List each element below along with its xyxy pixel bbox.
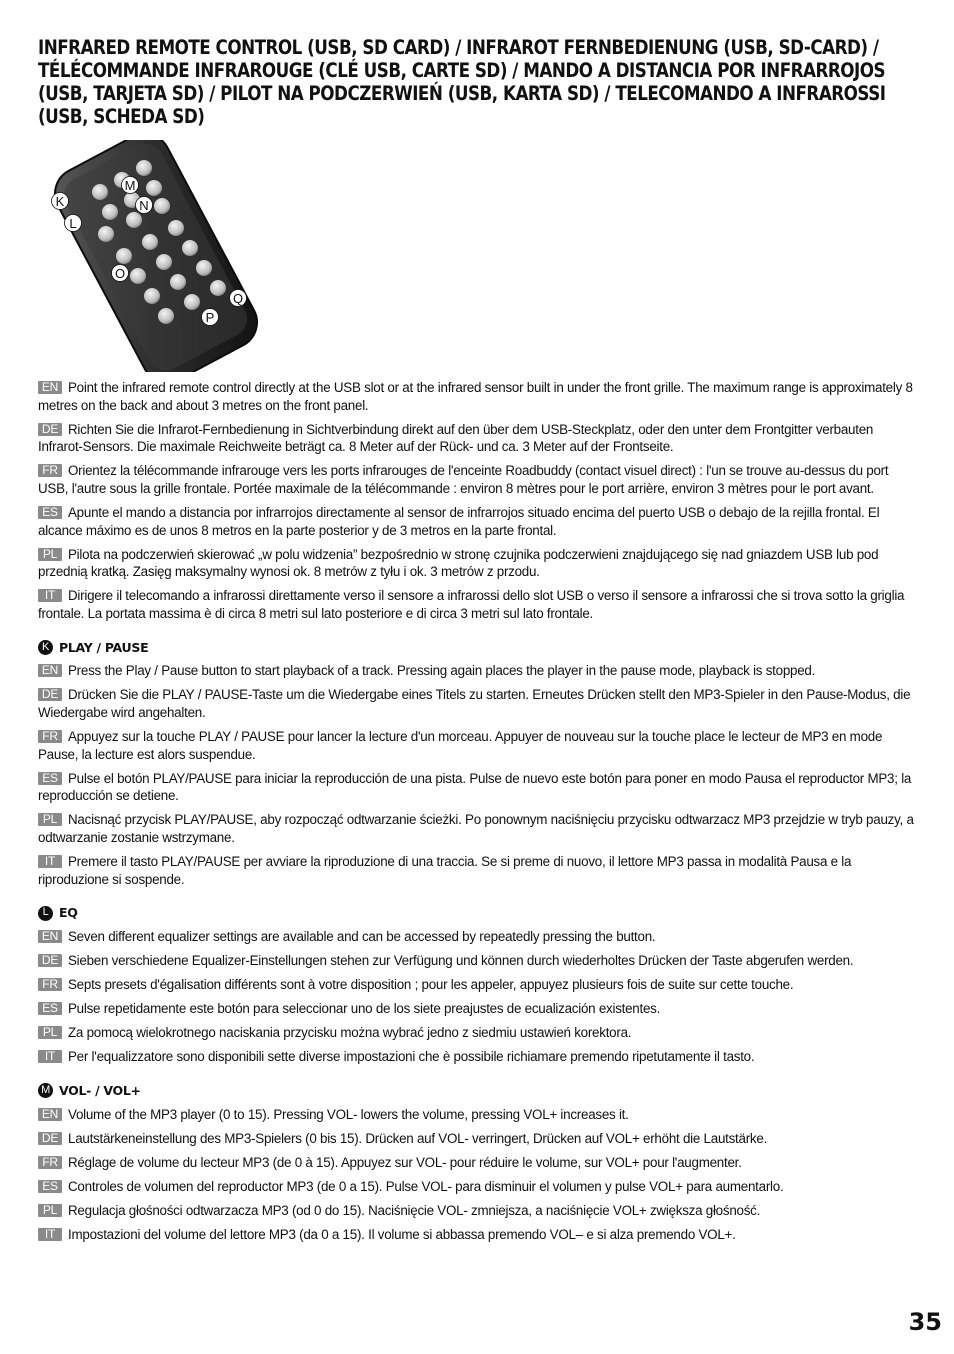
content-body [38, 379, 918, 1250]
lang-tag: ES [38, 506, 62, 519]
paragraph-de: DE Lautstärkeneinstellung des MP3-Spielers (0 bis 15). Drücken auf VOL- verringert, Drücken auf VOL+ erhöht die Lautstärke. [38, 1130, 918, 1148]
callout-m: M [124, 178, 136, 193]
page-number: 35 [908, 1308, 942, 1336]
paragraph-it: IT Impostazioni del volume del lettore MP3 (da 0 a 15). Il volume si abbassa premendo VOL– e si alza premendo VOL+. [38, 1226, 918, 1244]
lang-tag: IT [38, 1050, 62, 1063]
lang-tag: ES [38, 1002, 62, 1015]
callout-p: P [205, 310, 215, 325]
remote-control-image [38, 140, 268, 372]
section-heading: K PLAY / PAUSE [38, 639, 918, 657]
callout-l: L [69, 216, 77, 231]
section-heading: M VOL- / VOL+ [38, 1082, 918, 1100]
lang-tag: EN [38, 664, 62, 677]
section-letter-badge: M [38, 1083, 53, 1098]
section-play-pause [38, 639, 918, 889]
lang-tag: IT [38, 589, 62, 602]
intro-it: IT Dirigere il telecomando a infrarossi direttamente verso il sensore a infrarossi dello slot USB o verso il sensore a infrarossi che si trova sotto la griglia frontale. La portata massima è di circa 8 metri sul lato posteriore e di circa 3 metri sul lato frontale. [38, 588, 905, 622]
section-letter-badge: K [38, 640, 53, 655]
intro-block [38, 379, 918, 623]
lang-tag: ES [38, 772, 62, 785]
callout-q: Q [232, 291, 244, 306]
page-title: INFRARED REMOTE CONTROL (USB, SD CARD) / INFRAROT FERNBEDIENUNG (USB, SD-CARD) / TÉLÉCOMMANDE INFRAROUGE (CLÉ USB, CARTE SD) / MANDO A DISTANCIA POR INFRARROJOS (USB, TARJETA SD) / PILOT NA PODCZERWIEŃ (USB, KARTA SD) / TELECOMANDO A INFRAROSSI (USB, SCHEDA SD) [38, 36, 886, 128]
intro-pl: PL Pilota na podczerwień skierować „w polu widzenia” bezpośrednio w stronę czujnika podczerwieni znajdującego się nad gniazdem USB lub pod przednią kratką. Zasięg maksymalny wynosi ok. 8 metrów z tyłu i ok. 3 metrów z przodu. [38, 546, 879, 580]
intro-es: ES Apunte el mando a distancia por infrarrojos directamente al sensor de infrarrojos situado encima del puerto USB o debajo de la rejilla frontal. El alcance máximo es de unos 8 metros en la parte posterior y de 3 metros en la parte frontal. [38, 505, 880, 538]
lang-tag: PL [38, 1026, 62, 1039]
paragraph-es: ES Controles de volumen del reproductor MP3 (de 0 a 15). Pulse VOL- para disminuir el volumen y pulse VOL+ para aumentarlo. [38, 1178, 918, 1196]
paragraph-fr: FR Réglage de volume du lecteur MP3 (de 0 à 15). Appuyez sur VOL- pour réduire le volume, sur VOL+ pour l'augmenter. [38, 1154, 918, 1172]
lang-tag: PL [38, 813, 62, 826]
paragraph-it: IT Premere il tasto PLAY/PAUSE per avviare la riproduzione di una traccia. Se si preme di nuovo, il lettore MP3 passa in modalità Pausa e la riproduzione si sospende. [38, 854, 852, 887]
lang-tag: ES [38, 1180, 62, 1193]
paragraph-pl: PL Nacisnąć przycisk PLAY/PAUSE, aby rozpocząć odtwarzanie ścieżki. Po ponownym naciśnięciu przycisku odtwarzacz MP3 przejdzie w tryb pauzy, a odtwarzanie zostanie wstrzymane. [38, 812, 914, 845]
paragraph-es: ES Pulse el botón PLAY/PAUSE para iniciar la reproducción de una pista. Pulse de nuevo este botón para poner en modo Pausa el reproductor MP3; la reproducción se detiene. [38, 770, 912, 804]
paragraph-en: EN Volume of the MP3 player (0 to 15). Pressing VOL- lowers the volume, pressing VOL+ increases it. [38, 1106, 918, 1124]
paragraph-de: DE Sieben verschiedene Equalizer-Einstellungen stehen zur Verfügung und können durch wiederholtes Drücken der Taste abgerufen werden. [38, 952, 918, 970]
callout-n: N [139, 198, 149, 213]
paragraph-pl: PL Za pomocą wielokrotnego naciskania przycisku można wybrać jedno z siedmiu ustawień korektora. [38, 1024, 918, 1042]
paragraph-pl: PL Regulacja głośności odtwarzacza MP3 (od 0 do 15). Naciśnięcie VOL- zmniejsza, a naciśnięcie VOL+ zwiększa głośność. [38, 1202, 918, 1220]
lang-tag: IT [38, 855, 62, 868]
callout-k: K [55, 194, 65, 209]
intro-fr: FR Orientez la télécommande infrarouge vers les ports infrarouges de l'enceinte Roadbuddy (contact visuel direct) : l'un se trouve au-dessus du port USB, l'autre sous la grille frontale. Portée maximale de la télécommande : environ 8 mètres pour le port arrière, environ 3 mètres pour le port avant. [38, 463, 889, 496]
lang-tag: DE [38, 1132, 62, 1145]
lang-tag: IT [38, 1228, 62, 1241]
paragraph-en: EN Press the Play / Pause button to start playback of a track. Pressing again places the player in the pause mode, playback is stopped. [38, 662, 918, 680]
lang-tag: FR [38, 730, 62, 743]
lang-tag: DE [38, 423, 62, 436]
paragraph-de: DE Drücken Sie die PLAY / PAUSE-Taste um die Wiedergabe eines Titels zu starten. Erneutes Drücken stellt den MP3-Spieler in den Pause-Modus, die Wiedergabe wird angehalten. [38, 687, 911, 720]
intro-de: DE Richten Sie die Infrarot-Fernbedienung in Sichtverbindung direkt auf den über dem USB-Steckplatz, oder den unter dem Frontgitter verbauten Infrarot-Sensors. Die maximale Reichweite beträgt ca. 8 Meter auf der Rück- und ca. 3 Meter auf der Frontseite. [38, 421, 874, 455]
callout-o: O [114, 266, 126, 281]
paragraph-fr: FR Appuyez sur la touche PLAY / PAUSE pour lancer la lecture d'un morceau. Appuyer de nouveau sur la touche place le lecteur de MP3 en mode Pause, la lecture est alors suspendue. [38, 729, 883, 762]
lang-tag: EN [38, 930, 62, 943]
paragraph-it: IT Per l'equalizzatore sono disponibili sette diverse impostazioni che è possibile richiamare premendo ripetutamente il tasto. [38, 1048, 918, 1066]
lang-tag: FR [38, 464, 62, 477]
paragraph-es: ES Pulse repetidamente este botón para seleccionar uno de los siete preajustes de ecualización existentes. [38, 1000, 918, 1018]
remote-control-illustration [38, 140, 268, 372]
lang-tag: FR [38, 1156, 62, 1169]
paragraph-en: EN Seven different equalizer settings are available and can be accessed by repeatedly pressing the button. [38, 928, 918, 946]
lang-tag: DE [38, 688, 62, 701]
lang-tag: DE [38, 954, 62, 967]
paragraph-fr: FR Septs presets d'égalisation différents sont à votre disposition ; pour les appeler, appuyez plusieurs fois de suite sur cette touche. [38, 976, 918, 994]
section-letter-badge: L [38, 906, 53, 921]
section-heading: L EQ [38, 904, 918, 922]
lang-tag: EN [38, 381, 62, 394]
section-eq [38, 904, 918, 1066]
lang-tag: EN [38, 1108, 62, 1121]
lang-tag: PL [38, 548, 62, 561]
intro-en: EN Point the infrared remote control directly at the USB slot or at the infrared sensor built in under the front grille. The maximum range is approximately 8 metres on the back and about 3 metres on the front panel. [38, 380, 913, 413]
section-volume [38, 1082, 918, 1244]
lang-tag: FR [38, 978, 62, 991]
lang-tag: PL [38, 1204, 62, 1217]
